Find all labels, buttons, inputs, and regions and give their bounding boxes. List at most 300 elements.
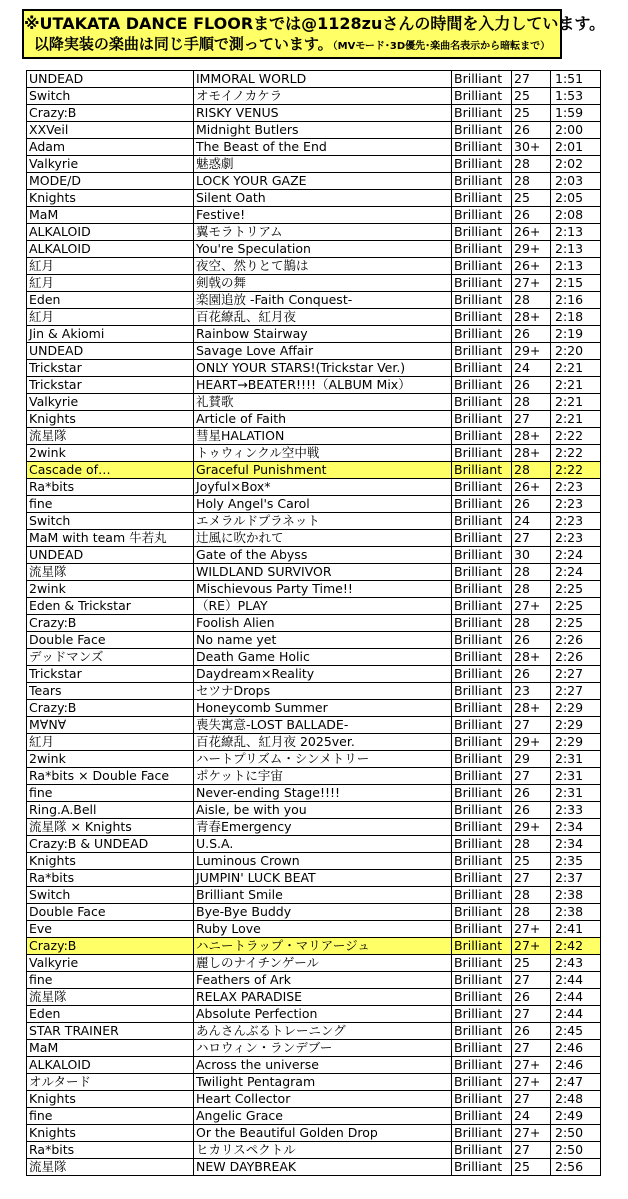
table-row (27, 1091, 601, 1108)
unit-cell: ALKALOID (27, 1057, 194, 1074)
time-cell: 2:16 (551, 292, 601, 309)
table-row (27, 904, 601, 921)
unit-cell: Cascade of… (27, 462, 194, 479)
song-cell: JUMPIN' LUCK BEAT (194, 870, 452, 887)
table-row (27, 615, 601, 632)
table-row (27, 445, 601, 462)
unit-cell: Ring.A.Bell (27, 802, 194, 819)
song-time-table (26, 70, 601, 1176)
level-cell: 28+ (512, 309, 551, 326)
level-cell: 27+ (512, 598, 551, 615)
time-cell: 2:44 (551, 989, 601, 1006)
unit-cell: Valkyrie (27, 955, 194, 972)
unit-cell: 紅月 (27, 309, 194, 326)
time-cell: 2:21 (551, 360, 601, 377)
song-cell: 彗星HALATION (194, 428, 452, 445)
unit-cell: fine (27, 496, 194, 513)
song-cell: Luminous Crown (194, 853, 452, 870)
song-cell: Feathers of Ark (194, 972, 452, 989)
level-cell: 26 (512, 377, 551, 394)
time-cell: 2:44 (551, 972, 601, 989)
level-cell: 25 (512, 1159, 551, 1176)
level-cell: 24 (512, 1108, 551, 1125)
level-cell: 26+ (512, 224, 551, 241)
unit-cell: Eden (27, 292, 194, 309)
time-cell: 2:24 (551, 564, 601, 581)
unit-cell: M∀N∀ (27, 717, 194, 734)
song-cell: 喪失寓意-LOST BALLADE- (194, 717, 452, 734)
table-row (27, 802, 601, 819)
difficulty-cell: Brilliant (452, 207, 512, 224)
difficulty-cell: Brilliant (452, 802, 512, 819)
time-cell: 2:13 (551, 258, 601, 275)
time-cell: 2:31 (551, 751, 601, 768)
difficulty-cell: Brilliant (452, 870, 512, 887)
song-cell: トゥウィンクル空中戦 (194, 445, 452, 462)
difficulty-cell: Brilliant (452, 360, 512, 377)
song-cell: 剣戟の舞 (194, 275, 452, 292)
table-row (27, 224, 601, 241)
table-row (27, 513, 601, 530)
difficulty-cell: Brilliant (452, 955, 512, 972)
difficulty-cell: Brilliant (452, 904, 512, 921)
difficulty-cell: Brilliant (452, 989, 512, 1006)
unit-cell: 2wink (27, 581, 194, 598)
time-cell: 2:24 (551, 547, 601, 564)
unit-cell: Crazy:B (27, 938, 194, 955)
table-row (27, 581, 601, 598)
difficulty-cell: Brilliant (452, 717, 512, 734)
level-cell: 28 (512, 887, 551, 904)
level-cell: 27 (512, 1006, 551, 1023)
unit-cell: 紅月 (27, 734, 194, 751)
level-cell: 26 (512, 207, 551, 224)
song-cell: ハートプリズム・シンメトリー (194, 751, 452, 768)
song-cell: Absolute Perfection (194, 1006, 452, 1023)
level-cell: 27 (512, 1091, 551, 1108)
unit-cell: 紅月 (27, 258, 194, 275)
difficulty-cell: Brilliant (452, 513, 512, 530)
time-cell: 1:51 (551, 71, 601, 88)
table-row (27, 275, 601, 292)
level-cell: 23 (512, 683, 551, 700)
level-cell: 24 (512, 513, 551, 530)
time-cell: 2:41 (551, 921, 601, 938)
difficulty-cell: Brilliant (452, 258, 512, 275)
time-cell: 2:26 (551, 649, 601, 666)
table-row (27, 309, 601, 326)
level-cell: 27 (512, 972, 551, 989)
time-cell: 2:38 (551, 904, 601, 921)
difficulty-cell: Brilliant (452, 632, 512, 649)
unit-cell: 流星隊 (27, 1159, 194, 1176)
unit-cell: Valkyrie (27, 156, 194, 173)
unit-cell: Eden & Trickstar (27, 598, 194, 615)
unit-cell: Ra*bits (27, 479, 194, 496)
level-cell: 26+ (512, 479, 551, 496)
difficulty-cell: Brilliant (452, 1159, 512, 1176)
difficulty-cell: Brilliant (452, 700, 512, 717)
difficulty-cell: Brilliant (452, 224, 512, 241)
level-cell: 26 (512, 785, 551, 802)
level-cell: 28+ (512, 428, 551, 445)
table-row (27, 1159, 601, 1176)
unit-cell: Double Face (27, 632, 194, 649)
time-cell: 2:03 (551, 173, 601, 190)
level-cell: 30+ (512, 139, 551, 156)
table-row (27, 734, 601, 751)
song-cell: WILDLAND SURVIVOR (194, 564, 452, 581)
difficulty-cell: Brilliant (452, 938, 512, 955)
time-cell: 2:25 (551, 598, 601, 615)
table-row (27, 1006, 601, 1023)
table-row (27, 598, 601, 615)
table-row (27, 462, 601, 479)
song-cell: オモイノカケラ (194, 88, 452, 105)
difficulty-cell: Brilliant (452, 496, 512, 513)
table-row (27, 105, 601, 122)
time-cell: 2:29 (551, 717, 601, 734)
song-cell: HEART→BEATER!!!!（ALBUM Mix） (194, 377, 452, 394)
level-cell: 27+ (512, 1057, 551, 1074)
level-cell: 26 (512, 122, 551, 139)
difficulty-cell: Brilliant (452, 649, 512, 666)
song-cell: Foolish Alien (194, 615, 452, 632)
table-row (27, 394, 601, 411)
unit-cell: Switch (27, 88, 194, 105)
song-cell: Or the Beautiful Golden Drop (194, 1125, 452, 1142)
song-cell: Twilight Pentagram (194, 1074, 452, 1091)
time-cell: 2:22 (551, 445, 601, 462)
time-cell: 2:21 (551, 411, 601, 428)
level-cell: 27 (512, 1142, 551, 1159)
time-cell: 2:01 (551, 139, 601, 156)
notice-box (22, 9, 606, 59)
song-cell: Bye-Bye Buddy (194, 904, 452, 921)
time-cell: 2:45 (551, 1023, 601, 1040)
unit-cell: Knights (27, 1125, 194, 1142)
unit-cell: Eden (27, 1006, 194, 1023)
time-cell: 2:34 (551, 819, 601, 836)
level-cell: 28+ (512, 445, 551, 462)
level-cell: 28 (512, 836, 551, 853)
level-cell: 29+ (512, 343, 551, 360)
difficulty-cell: Brilliant (452, 921, 512, 938)
difficulty-cell: Brilliant (452, 445, 512, 462)
table-row (27, 751, 601, 768)
difficulty-cell: Brilliant (452, 71, 512, 88)
unit-cell: Ra*bits (27, 870, 194, 887)
difficulty-cell: Brilliant (452, 615, 512, 632)
difficulty-cell: Brilliant (452, 734, 512, 751)
song-cell: LOCK YOUR GAZE (194, 173, 452, 190)
time-cell: 2:50 (551, 1142, 601, 1159)
song-cell: RELAX PARADISE (194, 989, 452, 1006)
difficulty-cell: Brilliant (452, 547, 512, 564)
song-cell: Silent Oath (194, 190, 452, 207)
time-cell: 2:08 (551, 207, 601, 224)
song-cell: ハロウィン・ランデブー (194, 1040, 452, 1057)
song-cell: 楽園追放 -Faith Conquest- (194, 292, 452, 309)
table-row (27, 377, 601, 394)
difficulty-cell: Brilliant (452, 122, 512, 139)
table-row (27, 564, 601, 581)
level-cell: 28 (512, 904, 551, 921)
level-cell: 27+ (512, 1074, 551, 1091)
difficulty-cell: Brilliant (452, 768, 512, 785)
time-cell: 2:05 (551, 190, 601, 207)
level-cell: 27 (512, 411, 551, 428)
time-cell: 2:15 (551, 275, 601, 292)
song-cell: 礼賛歌 (194, 394, 452, 411)
time-cell: 2:29 (551, 734, 601, 751)
song-cell: Never-ending Stage!!!! (194, 785, 452, 802)
time-cell: 2:13 (551, 241, 601, 258)
table-row (27, 717, 601, 734)
table-row (27, 989, 601, 1006)
table-row (27, 411, 601, 428)
difficulty-cell: Brilliant (452, 479, 512, 496)
unit-cell: 流星隊 (27, 564, 194, 581)
difficulty-cell: Brilliant (452, 462, 512, 479)
table-row (27, 156, 601, 173)
time-cell: 2:46 (551, 1057, 601, 1074)
difficulty-cell: Brilliant (452, 972, 512, 989)
unit-cell: MaM with team 牛若丸 (27, 530, 194, 547)
level-cell: 26 (512, 666, 551, 683)
table-row (27, 71, 601, 88)
difficulty-cell: Brilliant (452, 326, 512, 343)
time-cell: 1:59 (551, 105, 601, 122)
time-cell: 2:33 (551, 802, 601, 819)
time-cell: 2:38 (551, 887, 601, 904)
level-cell: 30 (512, 547, 551, 564)
song-cell: 麗しのナイチンゲール (194, 955, 452, 972)
table-row (27, 887, 601, 904)
table-row (27, 870, 601, 887)
time-cell: 2:27 (551, 683, 601, 700)
level-cell: 28 (512, 564, 551, 581)
song-cell: ポケットに宇宙 (194, 768, 452, 785)
song-cell: Graceful Punishment (194, 462, 452, 479)
time-cell: 2:13 (551, 224, 601, 241)
song-cell: Heart Collector (194, 1091, 452, 1108)
table-row (27, 360, 601, 377)
level-cell: 27 (512, 768, 551, 785)
song-cell: 青春Emergency (194, 819, 452, 836)
level-cell: 28 (512, 615, 551, 632)
difficulty-cell: Brilliant (452, 411, 512, 428)
table-row (27, 649, 601, 666)
difficulty-cell: Brilliant (452, 1108, 512, 1125)
level-cell: 26 (512, 802, 551, 819)
unit-cell: Trickstar (27, 377, 194, 394)
unit-cell: MODE/D (27, 173, 194, 190)
level-cell: 27+ (512, 921, 551, 938)
song-cell: No name yet (194, 632, 452, 649)
time-cell: 2:21 (551, 377, 601, 394)
table-row (27, 972, 601, 989)
notice-line-1: ※UTAKATA DANCE FLOORまでは@1128zuさんの時間を入力しています。 (24, 14, 606, 33)
song-cell: Aisle, be with you (194, 802, 452, 819)
difficulty-cell: Brilliant (452, 1057, 512, 1074)
unit-cell: Eve (27, 921, 194, 938)
song-cell: Joyful×Box* (194, 479, 452, 496)
difficulty-cell: Brilliant (452, 394, 512, 411)
table-row (27, 853, 601, 870)
time-cell: 2:18 (551, 309, 601, 326)
difficulty-cell: Brilliant (452, 683, 512, 700)
table-row (27, 768, 601, 785)
song-cell: Ruby Love (194, 921, 452, 938)
difficulty-cell: Brilliant (452, 887, 512, 904)
table-row (27, 479, 601, 496)
notice-line-2-text: 以降実装の楽曲は同じ手順で測っています。 (33, 35, 333, 53)
level-cell: 26 (512, 496, 551, 513)
unit-cell: Trickstar (27, 360, 194, 377)
song-cell: NEW DAYBREAK (194, 1159, 452, 1176)
time-cell: 2:46 (551, 1040, 601, 1057)
level-cell: 27 (512, 870, 551, 887)
time-cell: 2:34 (551, 836, 601, 853)
level-cell: 28 (512, 462, 551, 479)
song-cell: Mischievous Party Time!! (194, 581, 452, 598)
unit-cell: Crazy:B (27, 105, 194, 122)
song-cell: Death Game Holic (194, 649, 452, 666)
difficulty-cell: Brilliant (452, 105, 512, 122)
time-cell: 2:23 (551, 496, 601, 513)
time-cell: 2:44 (551, 1006, 601, 1023)
song-cell: エメラルドプラネット (194, 513, 452, 530)
song-cell: 翼モラトリアム (194, 224, 452, 241)
song-cell: 夜空、然りとて鵲は (194, 258, 452, 275)
table-row (27, 683, 601, 700)
song-cell: Festive! (194, 207, 452, 224)
song-cell: 辻風に吹かれて (194, 530, 452, 547)
unit-cell: UNDEAD (27, 547, 194, 564)
unit-cell: 流星隊 × Knights (27, 819, 194, 836)
song-cell: Savage Love Affair (194, 343, 452, 360)
unit-cell: Crazy:B (27, 700, 194, 717)
table-row (27, 1142, 601, 1159)
level-cell: 25 (512, 190, 551, 207)
song-cell: セツナDrops (194, 683, 452, 700)
unit-cell: MaM (27, 1040, 194, 1057)
level-cell: 27+ (512, 1125, 551, 1142)
time-cell: 2:22 (551, 462, 601, 479)
time-cell: 2:35 (551, 853, 601, 870)
table-row (27, 190, 601, 207)
unit-cell: fine (27, 972, 194, 989)
notice-line-2-note: （MVモード･3D優先･楽曲名表示から暗転まで） (332, 41, 551, 52)
unit-cell: Knights (27, 1091, 194, 1108)
unit-cell: UNDEAD (27, 71, 194, 88)
song-cell: Brilliant Smile (194, 887, 452, 904)
song-cell: 百花繚乱、紅月夜 2025ver. (194, 734, 452, 751)
time-cell: 2:43 (551, 955, 601, 972)
difficulty-cell: Brilliant (452, 156, 512, 173)
difficulty-cell: Brilliant (452, 309, 512, 326)
time-cell: 2:29 (551, 700, 601, 717)
table-row (27, 530, 601, 547)
difficulty-cell: Brilliant (452, 1040, 512, 1057)
table-body (27, 71, 601, 1176)
difficulty-cell: Brilliant (452, 173, 512, 190)
table-row (27, 700, 601, 717)
difficulty-cell: Brilliant (452, 1091, 512, 1108)
difficulty-cell: Brilliant (452, 666, 512, 683)
time-cell: 2:49 (551, 1108, 601, 1125)
difficulty-cell: Brilliant (452, 1125, 512, 1142)
song-cell: （RE）PLAY (194, 598, 452, 615)
unit-cell: Ra*bits × Double Face (27, 768, 194, 785)
difficulty-cell: Brilliant (452, 853, 512, 870)
difficulty-cell: Brilliant (452, 241, 512, 258)
song-cell: You're Speculation (194, 241, 452, 258)
level-cell: 27+ (512, 275, 551, 292)
time-cell: 2:50 (551, 1125, 601, 1142)
table-row (27, 326, 601, 343)
song-cell: The Beast of the End (194, 139, 452, 156)
difficulty-cell: Brilliant (452, 785, 512, 802)
song-cell: 魅惑劇 (194, 156, 452, 173)
difficulty-cell: Brilliant (452, 343, 512, 360)
table-row (27, 938, 601, 955)
unit-cell: ALKALOID (27, 241, 194, 258)
song-cell: Gate of the Abyss (194, 547, 452, 564)
time-cell: 2:42 (551, 938, 601, 955)
table-row (27, 343, 601, 360)
difficulty-cell: Brilliant (452, 836, 512, 853)
unit-cell: Trickstar (27, 666, 194, 683)
level-cell: 28 (512, 173, 551, 190)
difficulty-cell: Brilliant (452, 581, 512, 598)
difficulty-cell: Brilliant (452, 819, 512, 836)
difficulty-cell: Brilliant (452, 530, 512, 547)
difficulty-cell: Brilliant (452, 88, 512, 105)
level-cell: 26 (512, 1023, 551, 1040)
difficulty-cell: Brilliant (452, 428, 512, 445)
time-cell: 2:21 (551, 394, 601, 411)
time-cell: 2:02 (551, 156, 601, 173)
difficulty-cell: Brilliant (452, 275, 512, 292)
time-cell: 2:26 (551, 632, 601, 649)
unit-cell: UNDEAD (27, 343, 194, 360)
time-cell: 2:37 (551, 870, 601, 887)
difficulty-cell: Brilliant (452, 1142, 512, 1159)
time-cell: 2:23 (551, 530, 601, 547)
unit-cell: XXVeil (27, 122, 194, 139)
table-row (27, 1040, 601, 1057)
time-cell: 2:23 (551, 513, 601, 530)
song-cell: RISKY VENUS (194, 105, 452, 122)
level-cell: 24 (512, 360, 551, 377)
unit-cell: fine (27, 785, 194, 802)
level-cell: 26 (512, 632, 551, 649)
table-row (27, 258, 601, 275)
level-cell: 27 (512, 1040, 551, 1057)
song-cell: Honeycomb Summer (194, 700, 452, 717)
unit-cell: Switch (27, 887, 194, 904)
level-cell: 28 (512, 581, 551, 598)
level-cell: 26 (512, 326, 551, 343)
unit-cell: MaM (27, 207, 194, 224)
unit-cell: Knights (27, 190, 194, 207)
table-row (27, 547, 601, 564)
level-cell: 28 (512, 394, 551, 411)
table-row (27, 1023, 601, 1040)
table-row (27, 955, 601, 972)
